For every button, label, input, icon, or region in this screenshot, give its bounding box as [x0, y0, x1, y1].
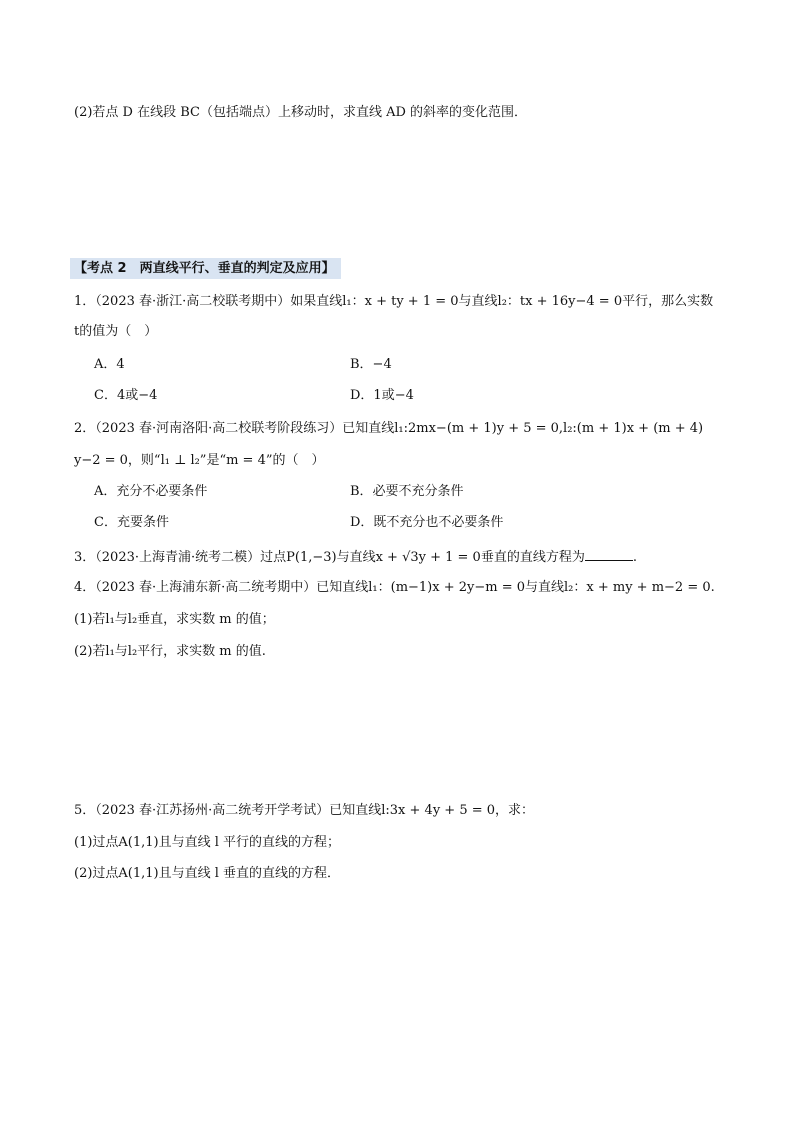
- answer-blank[interactable]: [585, 547, 633, 561]
- q4-part1: (1)若l₁与l₂垂直，求实数 m 的值；: [74, 612, 275, 627]
- q2-option-b: B．必要不充分条件: [350, 484, 464, 499]
- q5-part1: (1)过点A(1,1)且与直线 l 平行的直线的方程；: [74, 835, 341, 850]
- q3-text: 3．（2023·上海青浦·统考二模）过点P(1,−3)与直线x + √3y + 1 = 0垂直的直线方程为: [74, 550, 585, 565]
- q-prev-part2: (2)若点 D 在线段 BC（包括端点）上移动时，求直线 AD 的斜率的变化范围．: [74, 105, 528, 120]
- q2-stem-line2: y−2 = 0，则“l₁ ⊥ l₂”是“m = 4”的（ ）: [74, 453, 325, 468]
- q2-option-c: C．充要条件: [94, 515, 169, 530]
- q1-stem-line2: t的值为（ ）: [74, 324, 158, 339]
- q2-option-d: D．既不充分也不必要条件: [350, 515, 504, 530]
- section-header: 【考点 2 两直线平行、垂直的判定及应用】: [70, 258, 341, 279]
- q4-part2: (2)若l₁与l₂平行，求实数 m 的值.: [74, 644, 266, 659]
- q2-stem-line1: 2．（2023 春·河南洛阳·高二校联考阶段练习）已知直线l₁:2mx−(m + 1)y + 5 = 0,l₂:(m + 1)x + (m + 4): [74, 421, 704, 436]
- q5-part2: (2)过点A(1,1)且与直线 l 垂直的直线的方程．: [74, 866, 341, 881]
- q1-option-b: B．−4: [350, 357, 392, 372]
- q3-stem: [74, 547, 637, 568]
- q1-option-a: A．4: [94, 357, 125, 372]
- q3-period: .: [632, 550, 637, 565]
- q1-stem-line1: 1．（2023 春·浙江·高二校联考期中）如果直线l₁：x + ty + 1 = 0与直线l₂：tx + 16y−4 = 0平行，那么实数: [74, 294, 714, 309]
- q5-stem: 5．（2023 春·江苏扬州·高二统考开学考试）已知直线l:3x + 4y + 5 = 0，求：: [74, 803, 535, 818]
- q1-option-c: C．4或−4: [94, 388, 158, 403]
- q2-option-a: A．充分不必要条件: [94, 484, 208, 499]
- q1-option-d: D．1或−4: [350, 388, 414, 403]
- q4-stem: 4．（2023 春·上海浦东新·高二统考期中）已知直线l₁：(m−1)x + 2y−m = 0与直线l₂：x + my + m−2 = 0.: [74, 580, 715, 595]
